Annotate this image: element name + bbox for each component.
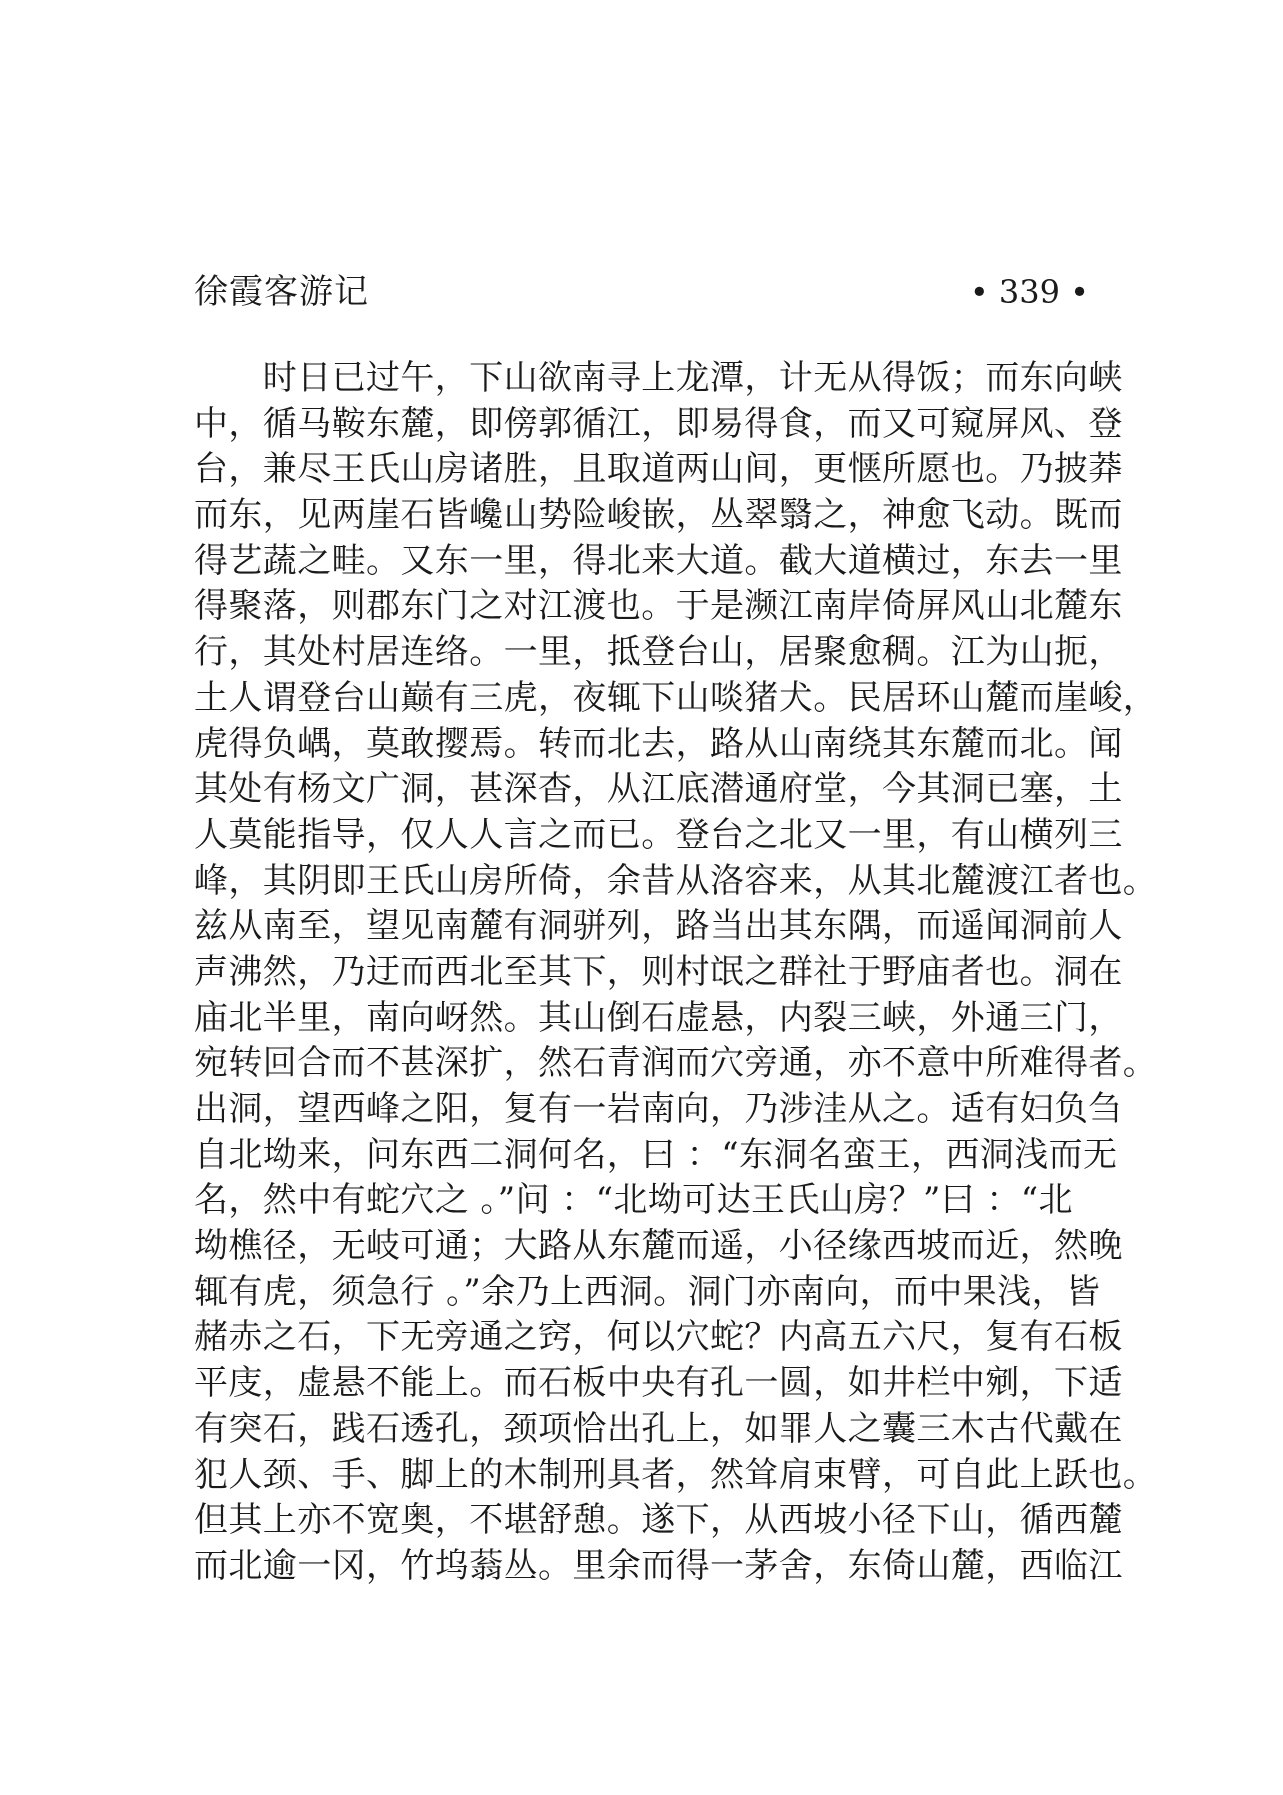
text-line: 时日已过午，下山欲南寻上龙潭，计无从得饭；而东向峡: [194, 358, 1123, 398]
text-line: 虎得负嵎，莫敢撄焉。转而北去，路从山南绕其东麓而北。闻: [194, 723, 1123, 764]
text-line: 赭赤之石，下无旁通之窍，何以穴蛇？内高五六尺，复有石板: [194, 1317, 1123, 1358]
text-line: 有突石，践石透孔，颈项恰出孔上，如罪人之囊三木古代戴在: [194, 1408, 1123, 1449]
text-line: 犯人颈、手、脚上的木制刑具者，然耸肩束臂，可自此上跃也。: [194, 1454, 1158, 1495]
page-header: [194, 268, 1089, 316]
text-line: 宛转回合而不甚深扩，然石青润而穴旁通，亦不意中所难得者。: [194, 1043, 1158, 1084]
text-line: 自北坳来，问东西二洞何名，曰 ：“东洞名蛮王，西洞浅而无: [194, 1134, 1118, 1175]
text-line: 但其上亦不宽奥，不堪舒憩。遂下，从西坡小径下山，循西麓: [194, 1500, 1123, 1541]
text-line: 峰，其阴即王氏山房所倚，余昔从洛容来，从其北麓渡江者也。: [194, 860, 1158, 901]
text-line: 坳樵径，无岐可通；大路从东麓而遥，小径缘西坡而近，然晚: [194, 1226, 1123, 1267]
page-number: • 339 •: [969, 273, 1089, 311]
text-line: 得聚落，则郡东门之对江渡也。于是濒江南岸倚屏风山北麓东: [194, 586, 1123, 627]
text-line: 行，其处村居连络。一里，抵登台山，居聚愈稠。江为山扼，: [194, 632, 1123, 673]
text-line: 而东，见两崖石皆巉山势险峻嵌，丛翠翳之，神愈飞动。既而: [194, 495, 1123, 536]
text-line: 其处有杨文广洞，甚深杳，从江底潜通府堂，今其洞已塞，土: [194, 769, 1123, 810]
text-line: 土人谓登台山巅有三虎，夜辄下山啖猪犬。民居环山麓而崖峻，: [194, 677, 1158, 718]
text-line: 台，兼尽王氏山房诸胜，且取道两山间，更惬所愿也。乃披莽: [194, 449, 1123, 490]
body-text: [194, 356, 1158, 1590]
text-line: 平庋，虚悬不能上。而石板中央有孔一圆，如井栏中剜，下适: [194, 1363, 1123, 1404]
text-line: 兹从南至，望见南麓有洞骈列，路当出其东隅，而遥闻洞前人: [194, 906, 1123, 947]
text-line: 辄有虎，须急行 。”余乃上西洞。洞门亦南向，而中果浅，皆: [194, 1271, 1101, 1312]
text-line: 中，循马鞍东麓，即傍郭循江，即易得食，而又可窥屏风、登: [194, 403, 1123, 444]
text-line: 得艺蔬之畦。又东一里，得北来大道。截大道横过，东去一里: [194, 540, 1123, 581]
text-line: 出洞，望西峰之阳，复有一岩南向，乃涉洼从之。适有妇负刍: [194, 1089, 1123, 1129]
text-line: 人莫能指导，仅人人言之而已。登台之北又一里，有山横列三: [194, 814, 1123, 855]
text-line: 而北逾一冈，竹坞蓊丛。里余而得一茅舍，东倚山麓，西临江: [194, 1545, 1123, 1586]
book-title: 徐霞客游记: [194, 272, 369, 312]
text-line: 庙北半里，南向岈然。其山倒石虚悬，内裂三峡，外通三门，: [194, 997, 1123, 1038]
text-line: 名，然中有蛇穴之 。”问 ：“北坳可达王氏山房？”曰 ：“北: [194, 1180, 1073, 1221]
text-line: 声沸然，乃迂而西北至其下，则村氓之群社于野庙者也。洞在: [194, 951, 1123, 992]
